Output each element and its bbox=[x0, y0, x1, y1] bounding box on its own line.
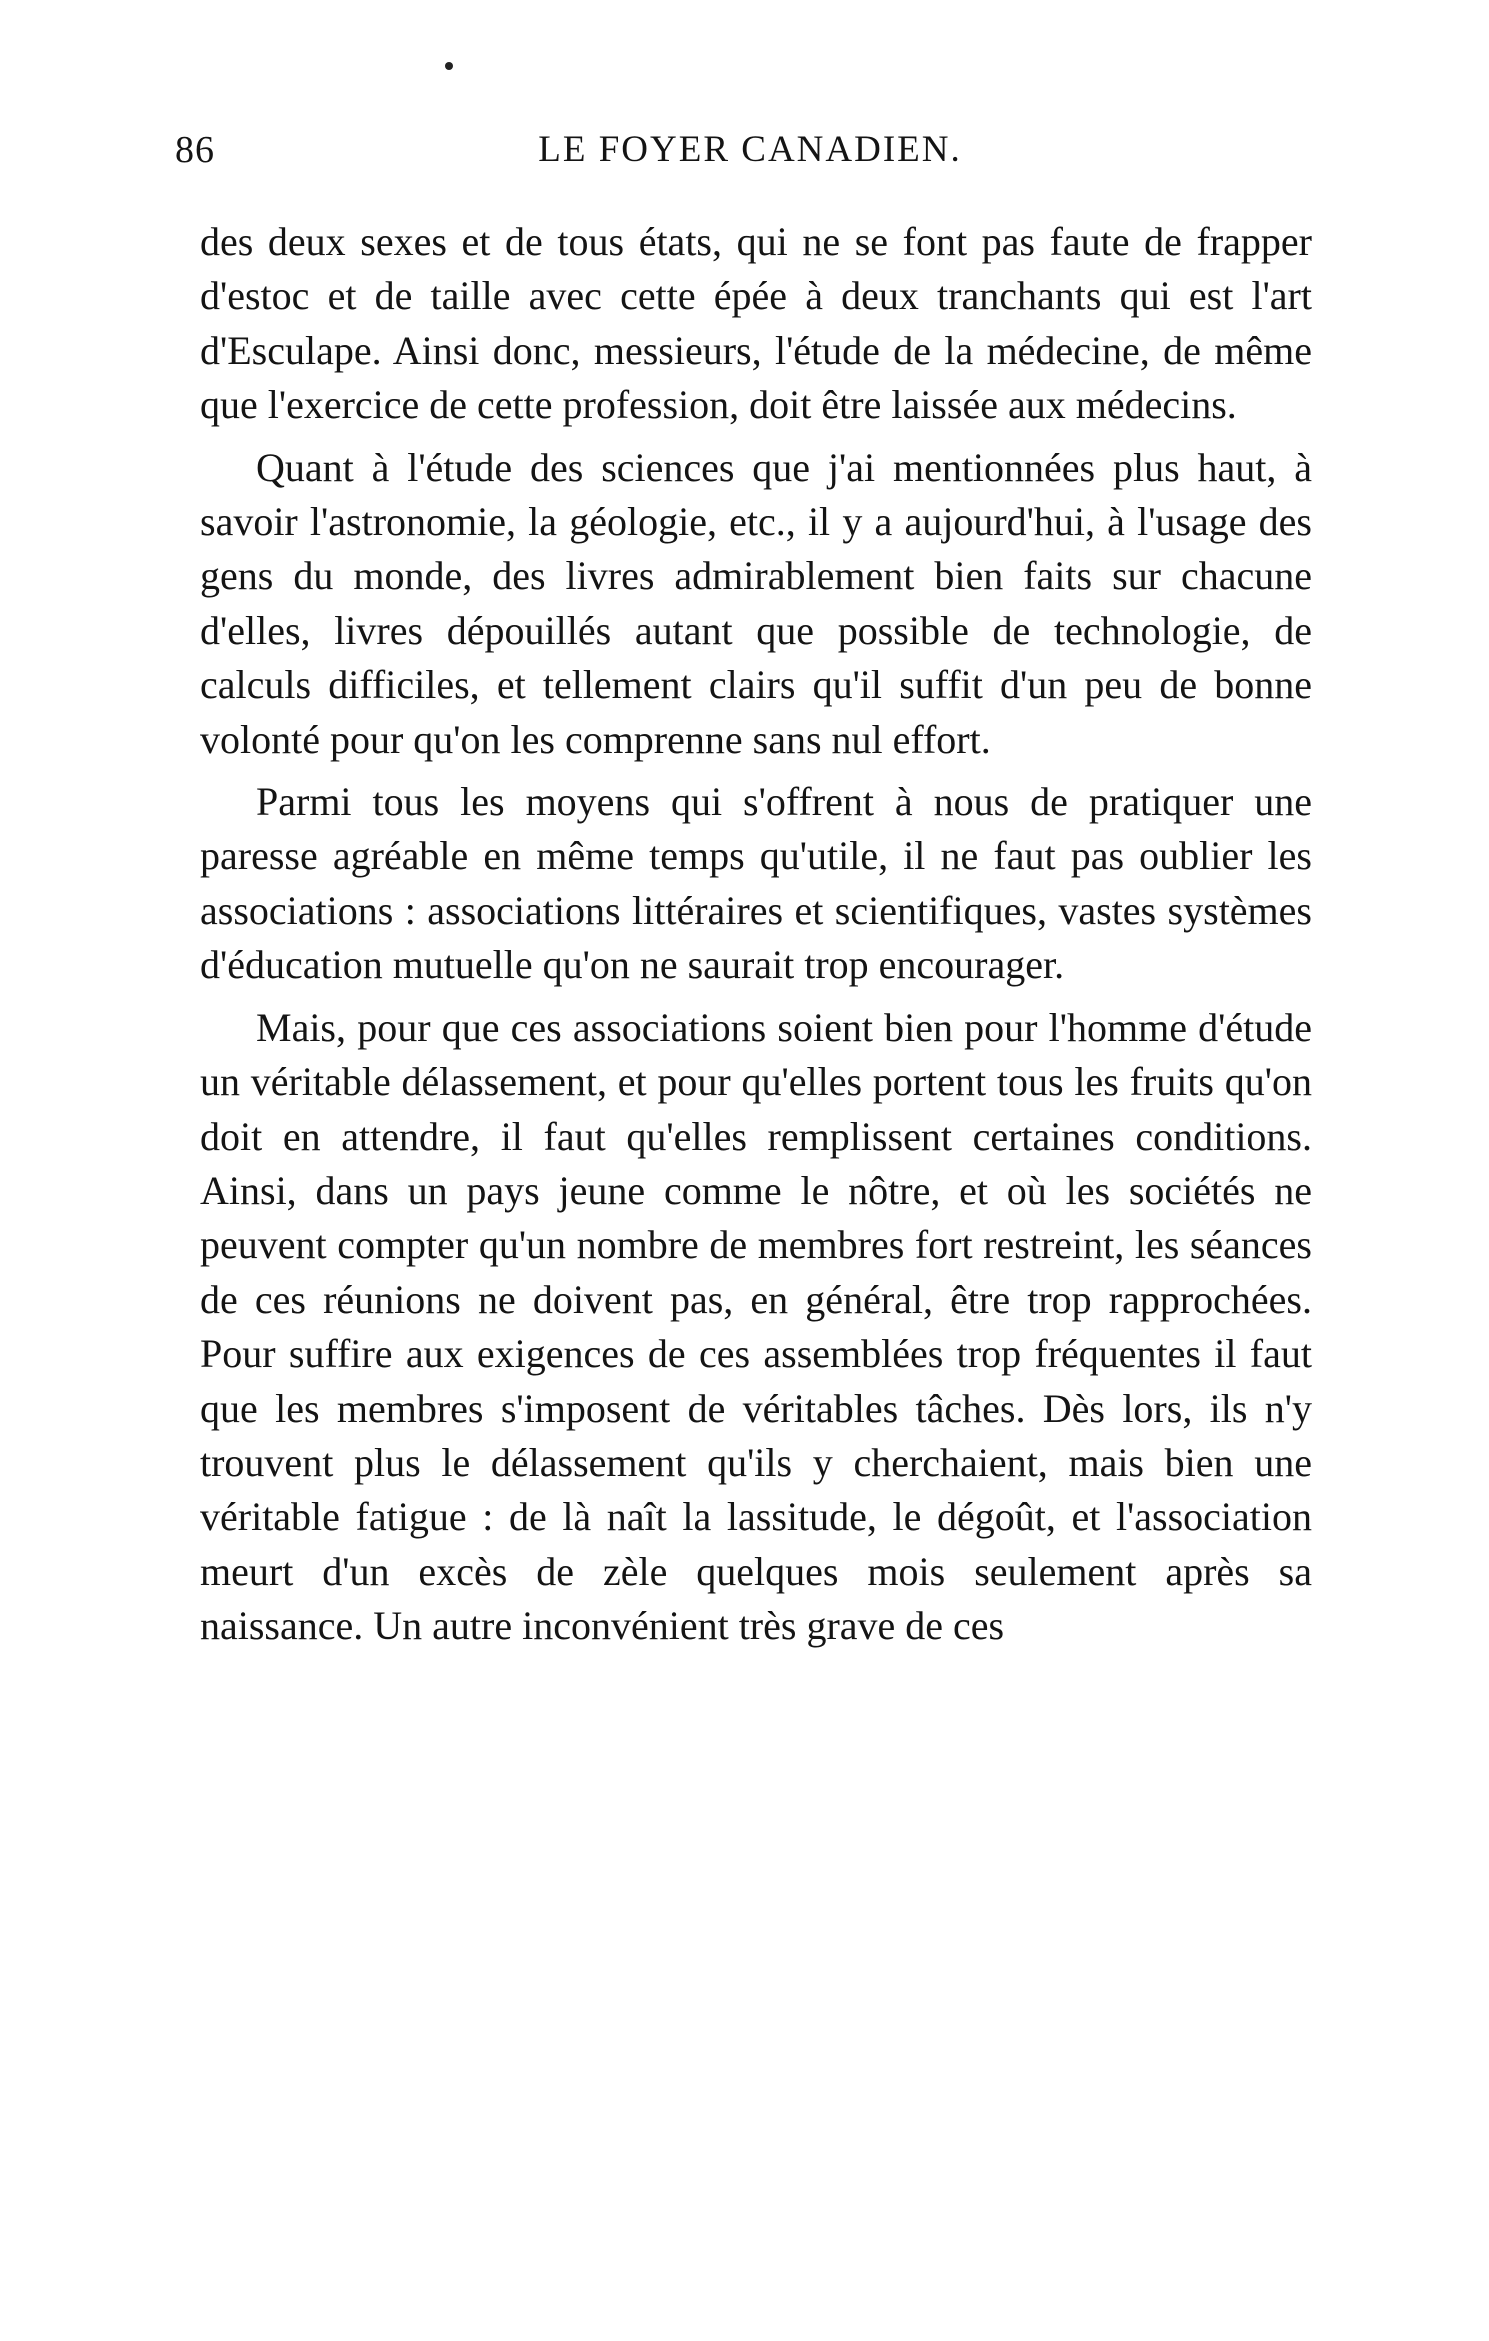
running-head: LE FOYER CANADIEN. bbox=[538, 129, 962, 170]
page-header bbox=[175, 128, 1325, 188]
page-number: 86 bbox=[175, 129, 215, 171]
print-speck bbox=[445, 62, 453, 70]
paragraph-continued: des deux sexes et de tous états, qui ne se font pas faute de frapper d'estoc et de taille avec cette épée à deux tranchants qui est l'art d'Esculape. Ainsi donc, messieurs, l'étude de la médecine, de même que l'exercice de cette profession, doit être laissée aux médecins. bbox=[200, 219, 1312, 428]
body-text bbox=[200, 215, 1312, 1662]
paragraph: Mais, pour que ces associations soient bien pour l'homme d'étude un véritable délassement, et pour qu'elles portent tous les fruits qu'on doit en attendre, il faut qu'elles remplissent certaines conditions. Ainsi, dans un pays jeune comme le nôtre, et où les sociétés ne peuvent compter qu'un nombre de membres fort restreint, les séances de ces réunions ne doivent pas, en général, être trop rapprochées. Pour suffire aux exigences de ces assemblées trop fréquentes il faut que les membres s'imposent de véritables tâches. Dès lors, ils n'y trouvent plus le délassement qu'ils y cherchaient, mais bien une véritable fatigue : de là naît la lassitude, le dégoût, et l'association meurt d'un excès de zèle quelques mois seulement après sa naissance. Un autre inconvénient très grave de ces bbox=[200, 1004, 1312, 1649]
paragraph: Parmi tous les moyens qui s'offrent à nous de pratiquer une paresse agréable en même temps qu'utile, il ne faut pas oublier les associations : associations littéraires et scientifiques, vastes systèmes d'éducation mutuelle qu'on ne saurait trop encourager. bbox=[200, 779, 1312, 988]
paragraph: Quant à l'étude des sciences que j'ai mentionnées plus haut, à savoir l'astronomie, la géologie, etc., il y a aujourd'hui, à l'usage des gens du monde, des livres admirablement bien faits sur chacune d'elles, livres dépouillés autant que possible de technologie, de calculs difficiles, et tellement clairs qu'il suffit d'un peu de bonne volonté pour qu'on les comprenne sans nul effort. bbox=[200, 444, 1312, 762]
